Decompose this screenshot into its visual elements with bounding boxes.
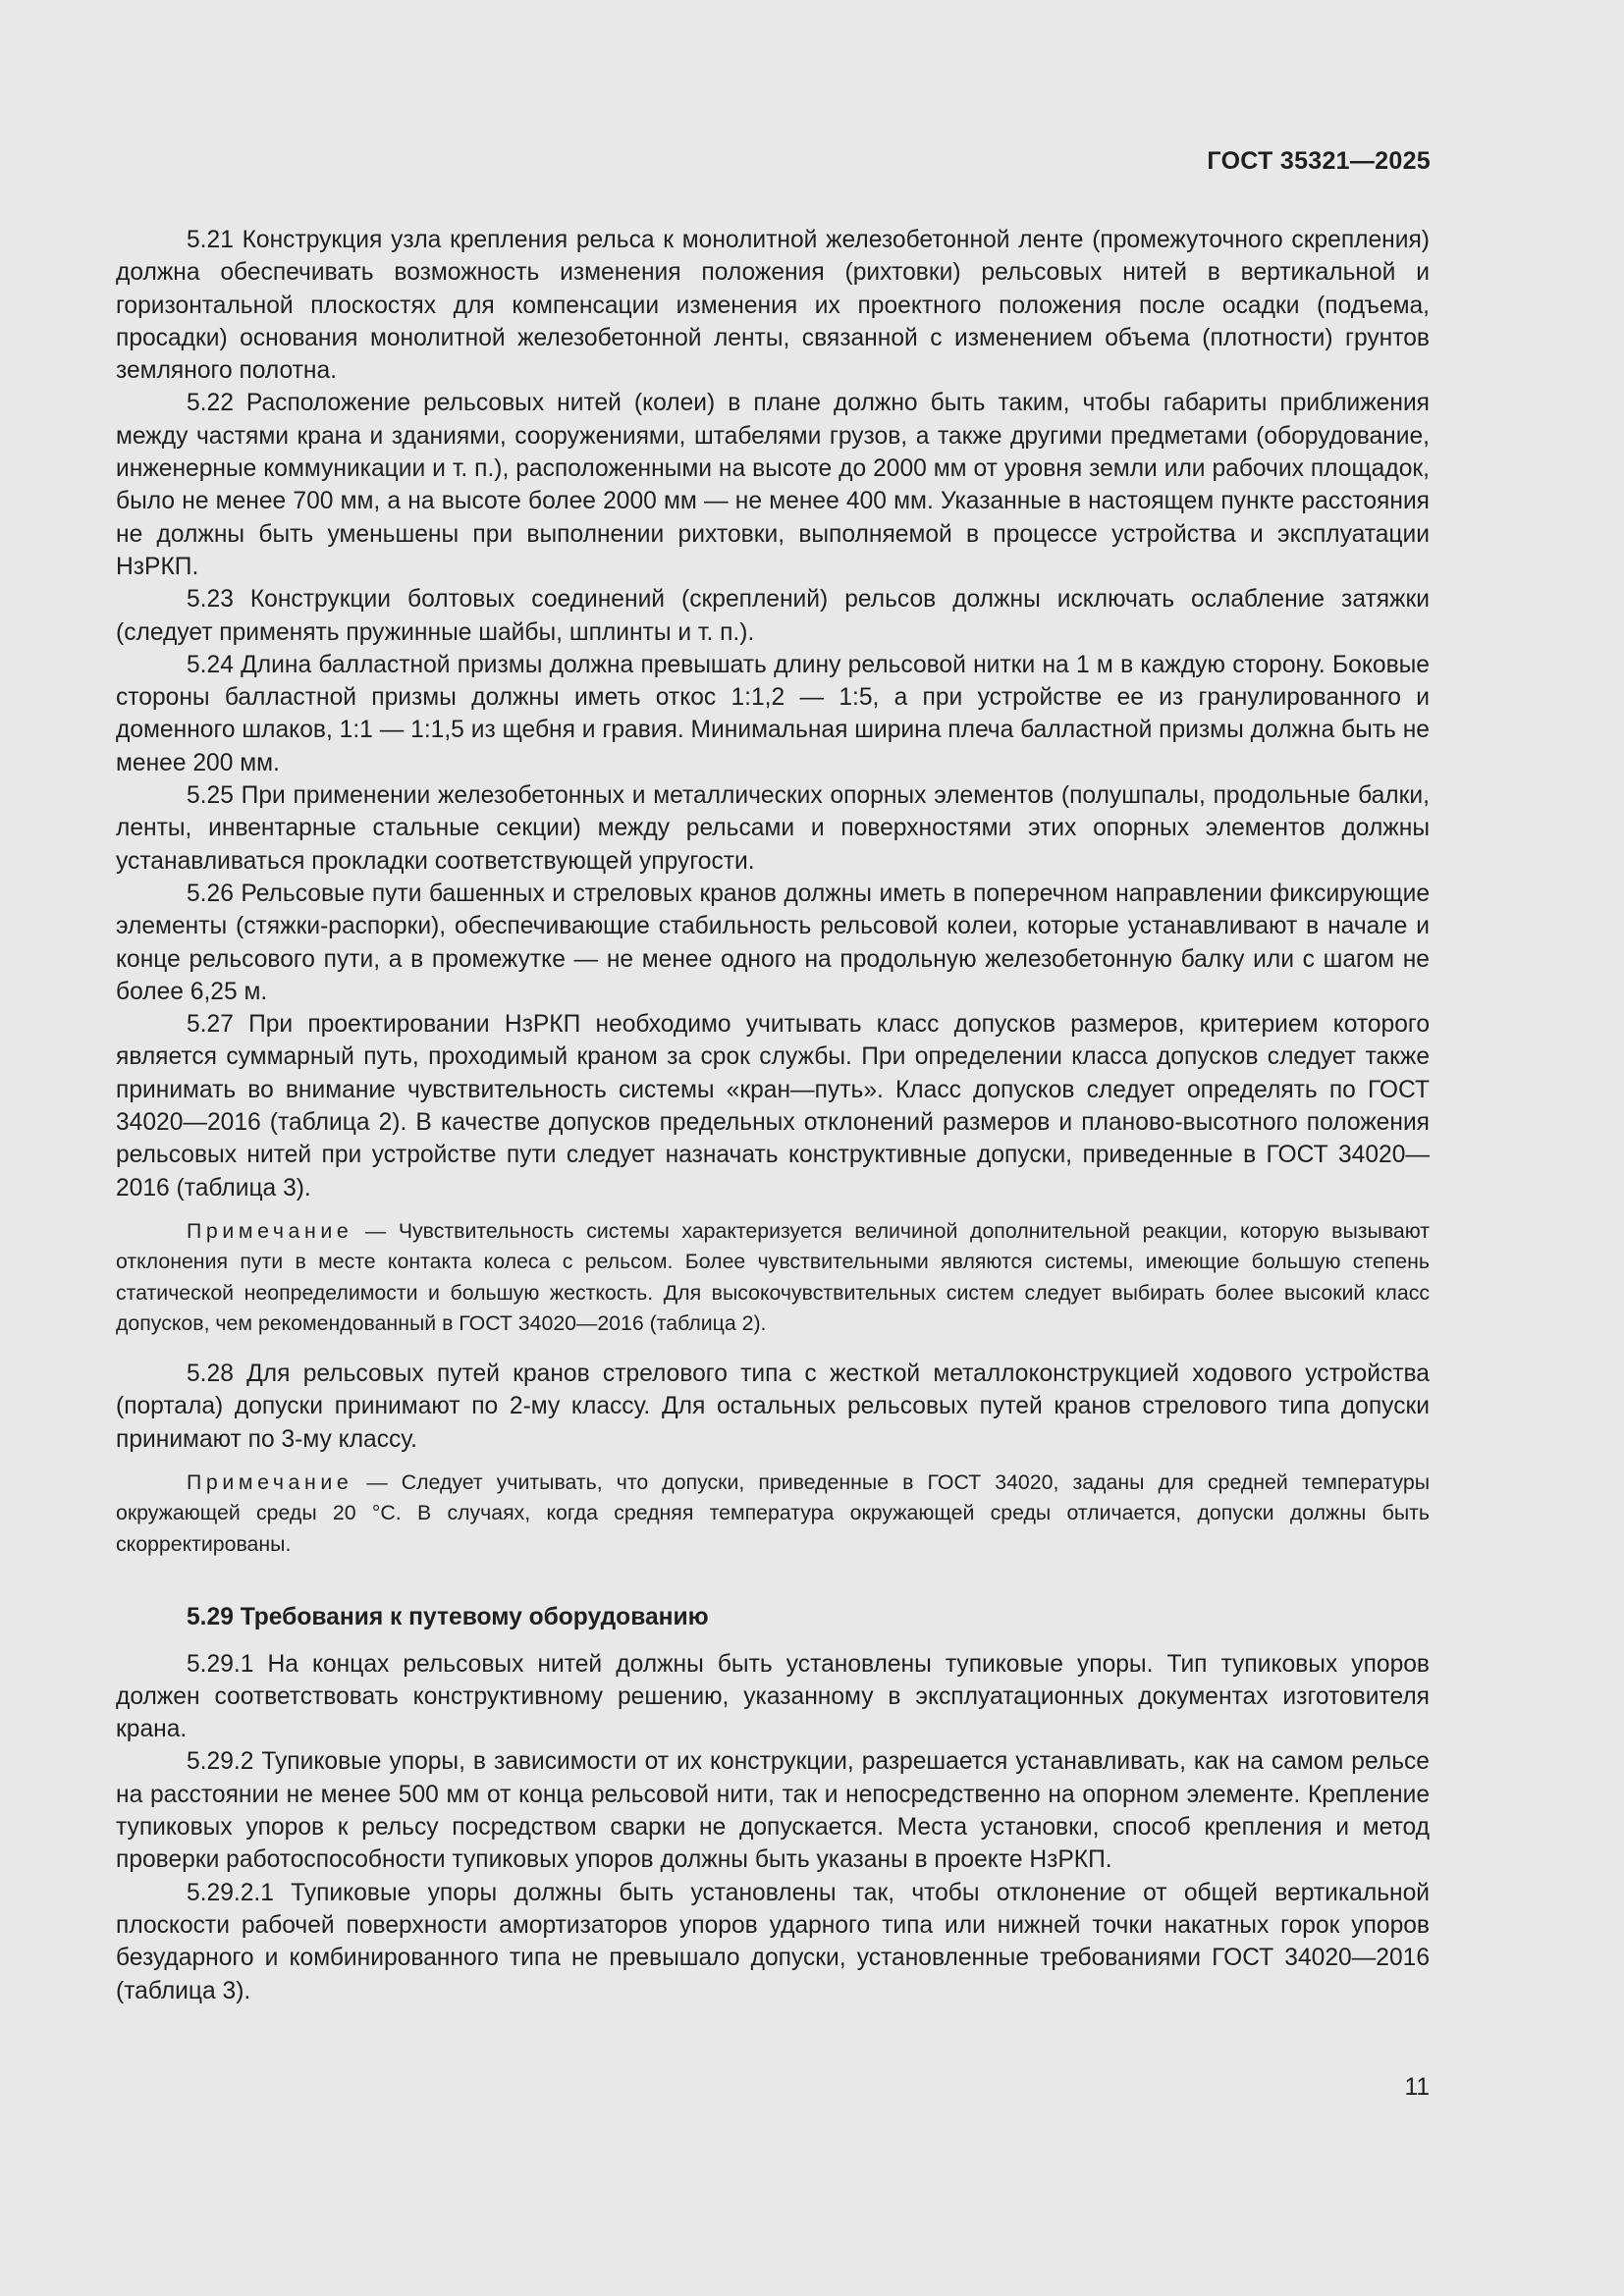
note-1: [116, 1216, 1430, 1340]
clause-5-23: 5.23 Конструкции болтовых соединений (скреплений) рельсов должны исключать ослабление затяжки (следует применять пружинные шайбы, шплинты и т. п.).: [116, 586, 1430, 646]
clause-5-28: 5.28 Для рельсовых путей кранов стрелового типа с жесткой металлоконструкцией ходового устройства (портала) допуски принимают по 2-му классу. Для остальных рельсовых путей кранов стрелового типа допуски принимают по 3-му классу.: [116, 1360, 1430, 1453]
document-body: [116, 224, 1430, 2007]
note-label: Примечание: [187, 1469, 353, 1494]
clause-5-27: 5.27 При проектировании НзРКП необходимо учитывать класс допусков размеров, критерием которого является суммарный путь, проходимый краном за срок службы. При определении класса допусков следует также принимать во внимание чувствительность системы «кран—путь». Класс допусков следует определять по ГОСТ 34020—2016 (таблица 2). В качестве допусков предельных отклонений размеров и планово-высотного положения рельсовых нитей при устройстве пути следует назначать конструктивные допуски, приведенные в ГОСТ 34020—2016 (таблица 3).: [116, 1011, 1430, 1201]
clause-5-25: 5.25 При применении железобетонных и металлических опорных элементов (полушпалы, продольные балки, ленты, инвентарные стальные секции) между рельсами и поверхностями этих опорных элементов должны устанавливаться прокладки соответствующей упругости.: [116, 782, 1430, 875]
clause-5-24: 5.24 Длина балластной призмы должна превышать длину рельсовой нитки на 1 м в каждую сторону. Боковые стороны балластной призмы должны иметь откос 1:1,2 — 1:5, а при устройстве ее из гранулированного и доменного шлаков, 1:1 — 1:1,5 из щебня и гравия. Минимальная ширина плеча балластной призмы должна быть не менее 200 мм.: [116, 651, 1430, 776]
clause-5-22: 5.22 Расположение рельсовых нитей (колеи) в плане должно быть таким, чтобы габариты приближения между частями крана и зданиями, сооружениями, штабелями грузов, а также другими предметами (оборудование, инженерные коммуникации и т. п.), расположенными на высоте до 2000 мм от уровня земли или рабочих площадок, было не менее 700 мм, а на высоте более 2000 мм — не менее 400 мм. Указанные в настоящем пункте расстояния не должны быть уменьшены при выполнении рихтовки, выполняемой в процессе устройства и эксплуатации НзРКП.: [116, 390, 1430, 580]
note-1-text: — Чувствительность системы характеризуется величиной дополнительной реакции, которую вызывают отклонения пути в месте контакта колеса с рельсом. Более чувствительными являются системы, имеющие большую степень статической неопределимости и большую жесткость. Для высокочувствительных систем следует выбирать более высокий класс допусков, чем рекомендованный в ГОСТ 34020—2016 (таблица 2).: [116, 1218, 1430, 1336]
clause-5-29-2-1: 5.29.2.1 Тупиковые упоры должны быть установлены так, чтобы отклонение от общей вертикальной плоскости рабочей поверхности амортизаторов упоров ударного типа или нижней точки накатных горок упоров безударного и комбинированного типа не превышало допуски, установленные требованиями ГОСТ 34020—2016 (таблица 3).: [116, 1879, 1430, 2004]
note-2-text: — Следует учитывать, что допуски, приведенные в ГОСТ 34020, заданы для средней температуры окружающей среды 20 °С. В случаях, когда средняя температура окружающей среды отличается, допуски должны быть скорректированы.: [116, 1469, 1430, 1556]
note-label: Примечание: [187, 1218, 353, 1243]
note-2: [116, 1468, 1430, 1561]
clause-5-26: 5.26 Рельсовые пути башенных и стреловых кранов должны иметь в поперечном направлении фиксирующие элементы (стяжки-распорки), обеспечивающие стабильность рельсовой колеи, которые устанавливают в начале и конце рельсового пути, а в промежутке — не менее одного на продольную железобетонную балку или с шагом не более 6,25 м.: [116, 880, 1430, 1005]
section-heading-5-29: 5.29 Требования к путевому оборудованию: [187, 1604, 709, 1631]
clause-5-21: 5.21 Конструкция узла крепления рельса к монолитной железобетонной ленте (промежуточного скрепления) должна обеспечивать возможность изменения положения (рихтовки) рельсовых нитей в вертикальной и горизонтальной плоскостях для компенсации изменения их проектного положения после осадки (подъема, просадки) основания монолитной железобетонной ленты, связанной с изменением объема (плотности) грунтов земляного полотна.: [116, 227, 1430, 385]
page-number: 11: [1404, 2074, 1430, 2101]
clause-5-29-1: 5.29.1 На концах рельсовых нитей должны быть установлены тупиковые упоры. Тип тупиковых упоров должен соответствовать конструктивному решению, указанному в эксплуатационных документах изготовителя крана.: [116, 1650, 1430, 1743]
document-id-header: ГОСТ 35321—2025: [1207, 147, 1431, 175]
clause-5-29-2: 5.29.2 Тупиковые упоры, в зависимости от их конструкции, разрешается устанавливать, как на самом рельсе на расстоянии не менее 500 мм от конца рельсовой нити, так и непосредственно на опорном элементе. Крепление тупиковых упоров к рельсу посредством сварки не допускается. Места установки, способ крепления и метод проверки работоспособности тупиковых упоров должны быть указаны в проекте НзРКП.: [116, 1748, 1430, 1874]
